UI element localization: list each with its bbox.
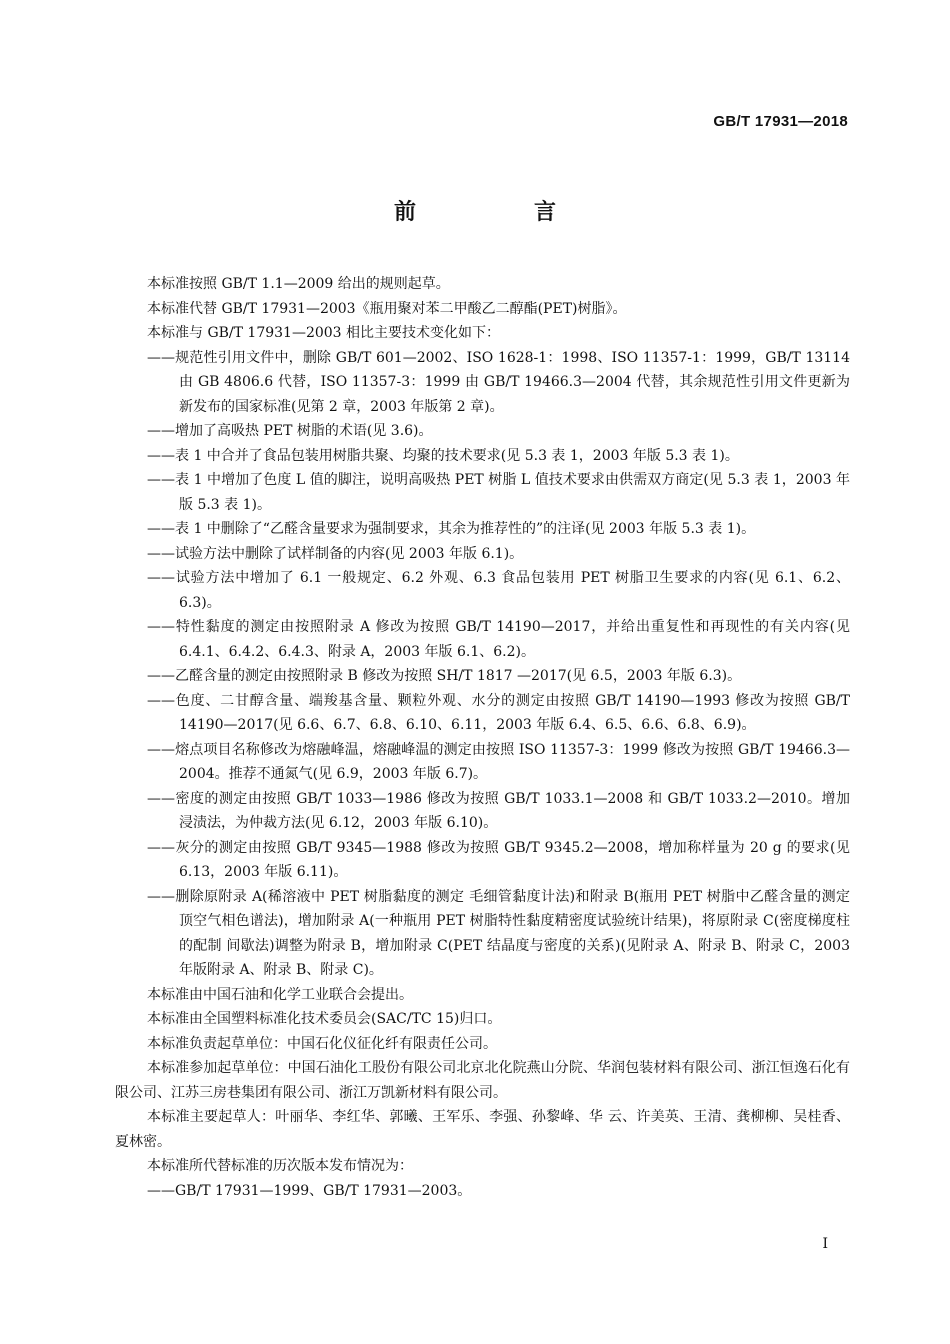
- foreword-body: [115, 272, 850, 1203]
- change-item: ——密度的测定由按照 GB/T 1033—1986 修改为按照 GB/T 1033.1—2008 和 GB/T 1033.2—2010。增加浸渍法，为仲裁方法(见 6.12，2003 年版 6.10)。: [147, 790, 850, 831]
- change-item: ——增加了高吸热 PET 树脂的术语(见 3.6)。: [147, 423, 433, 439]
- paragraph: 本标准所代替标准的历次版本发布情况为：: [147, 1158, 413, 1174]
- change-item: ——删除原附录 A(稀溶液中 PET 树脂黏度的测定 毛细管黏度计法)和附录 B(瓶用 PET 树脂中乙醛含量的测定 顶空气相色谱法)，增加附录 A(一种瓶用 PET 树脂特性黏度精密度试验统计结果)，将原附录 C(密度梯度柱的配制 间歇法)调整为附录 B，增加附录 C(PET 结晶度与密度的关系)(见附录 A、附录 B、附录 C，2003 年版附录 A、附录 B、附录 C)。: [147, 888, 850, 978]
- change-item: ——灰分的测定由按照 GB/T 9345—1988 修改为按照 GB/T 9345.2—2008，增加称样量为 20 g 的要求(见 6.13，2003 年版 6.11)。: [147, 839, 850, 880]
- paragraph: 本标准由中国石油和化学工业联合会提出。: [147, 986, 413, 1003]
- change-item: ——特性黏度的测定由按照附录 A 修改为按照 GB/T 14190—2017，并给出重复性和再现性的有关内容(见 6.4.1、6.4.2、6.4.3、附录 A，2003 年版 6.1、6.2)。: [147, 619, 850, 660]
- page-number: I: [822, 1236, 828, 1252]
- paragraph: 本标准代替 GB/T 17931—2003《瓶用聚对苯二甲酸乙二醇酯(PET)树脂》。: [147, 300, 627, 317]
- paragraph: 本标准由全国塑料标准化技术委员会(SAC/TC 15)归口。: [147, 1011, 502, 1027]
- standard-code: GB/T 17931—2018: [713, 113, 848, 130]
- paragraph: 本标准主要起草人：叶丽华、李红华、郭曦、王军乐、李强、孙黎峰、华 云、许美英、王清、龚柳柳、吴桂香、夏林密。: [115, 1109, 850, 1150]
- change-item: ——色度、二甘醇含量、端羧基含量、颗粒外观、水分的测定由按照 GB/T 14190—1993 修改为按照 GB/T 14190—2017(见 6.6、6.7、6.8、6.10、6.11，2003 年版 6.4、6.5、6.6、6.8、6.9)。: [147, 692, 850, 733]
- change-item: ——试验方法中增加了 6.1 一般规定、6.2 外观、6.3 食品包装用 PET 树脂卫生要求的内容(见 6.1、6.2、6.3)。: [147, 570, 850, 611]
- change-item: ——乙醛含量的测定由按照附录 B 修改为按照 SH/T 1817 —2017(见 6.5，2003 年版 6.3)。: [147, 668, 742, 684]
- paragraph: 本标准与 GB/T 17931—2003 相比主要技术变化如下：: [147, 325, 501, 341]
- history-item: ——GB/T 17931—1999、GB/T 17931—2003。: [147, 1182, 472, 1199]
- paragraph: 本标准参加起草单位：中国石油化工股份有限公司北京北化院燕山分院、华润包装材料有限公司、浙江恒逸石化有限公司、江苏三房巷集团有限公司、浙江万凯新材料有限公司。: [115, 1060, 850, 1101]
- change-item: ——熔点项目名称修改为熔融峰温，熔融峰温的测定由按照 ISO 11357-3：1999 修改为按照 GB/T 19466.3—2004。推荐不通氮气(见 6.9，2003 年版 6.7)。: [147, 741, 850, 782]
- page-title: 前 言: [393, 200, 604, 225]
- paragraph: 本标准负责起草单位：中国石化仪征化纤有限责任公司。: [147, 1035, 497, 1052]
- change-item: ——试验方法中删除了试样制备的内容(见 2003 年版 6.1)。: [147, 545, 524, 562]
- change-item: ——规范性引用文件中，删除 GB/T 601—2002、ISO 1628-1：1998、ISO 11357-1：1999，GB/T 13114由 GB 4806.6 代替，ISO 11357-3：1999 由 GB/T 19466.3—2004 代替，其余规范性引用文件更新为新发布的国家标准(见第 2 章，2003 年版第 2 章)。: [147, 349, 850, 415]
- change-item: ——表 1 中增加了色度 L 值的脚注，说明高吸热 PET 树脂 L 值技术要求由供需双方商定(见 5.3 表 1，2003 年版 5.3 表 1)。: [147, 472, 850, 513]
- change-item: ——表 1 中删除了“乙醛含量要求为强制要求，其余为推荐性的”的注译(见 2003 年版 5.3 表 1)。: [147, 521, 756, 537]
- paragraph: 本标准按照 GB/T 1.1—2009 给出的规则起草。: [147, 276, 450, 292]
- change-item: ——表 1 中合并了食品包装用树脂共聚、均聚的技术要求(见 5.3 表 1，2003 年版 5.3 表 1)。: [147, 447, 739, 464]
